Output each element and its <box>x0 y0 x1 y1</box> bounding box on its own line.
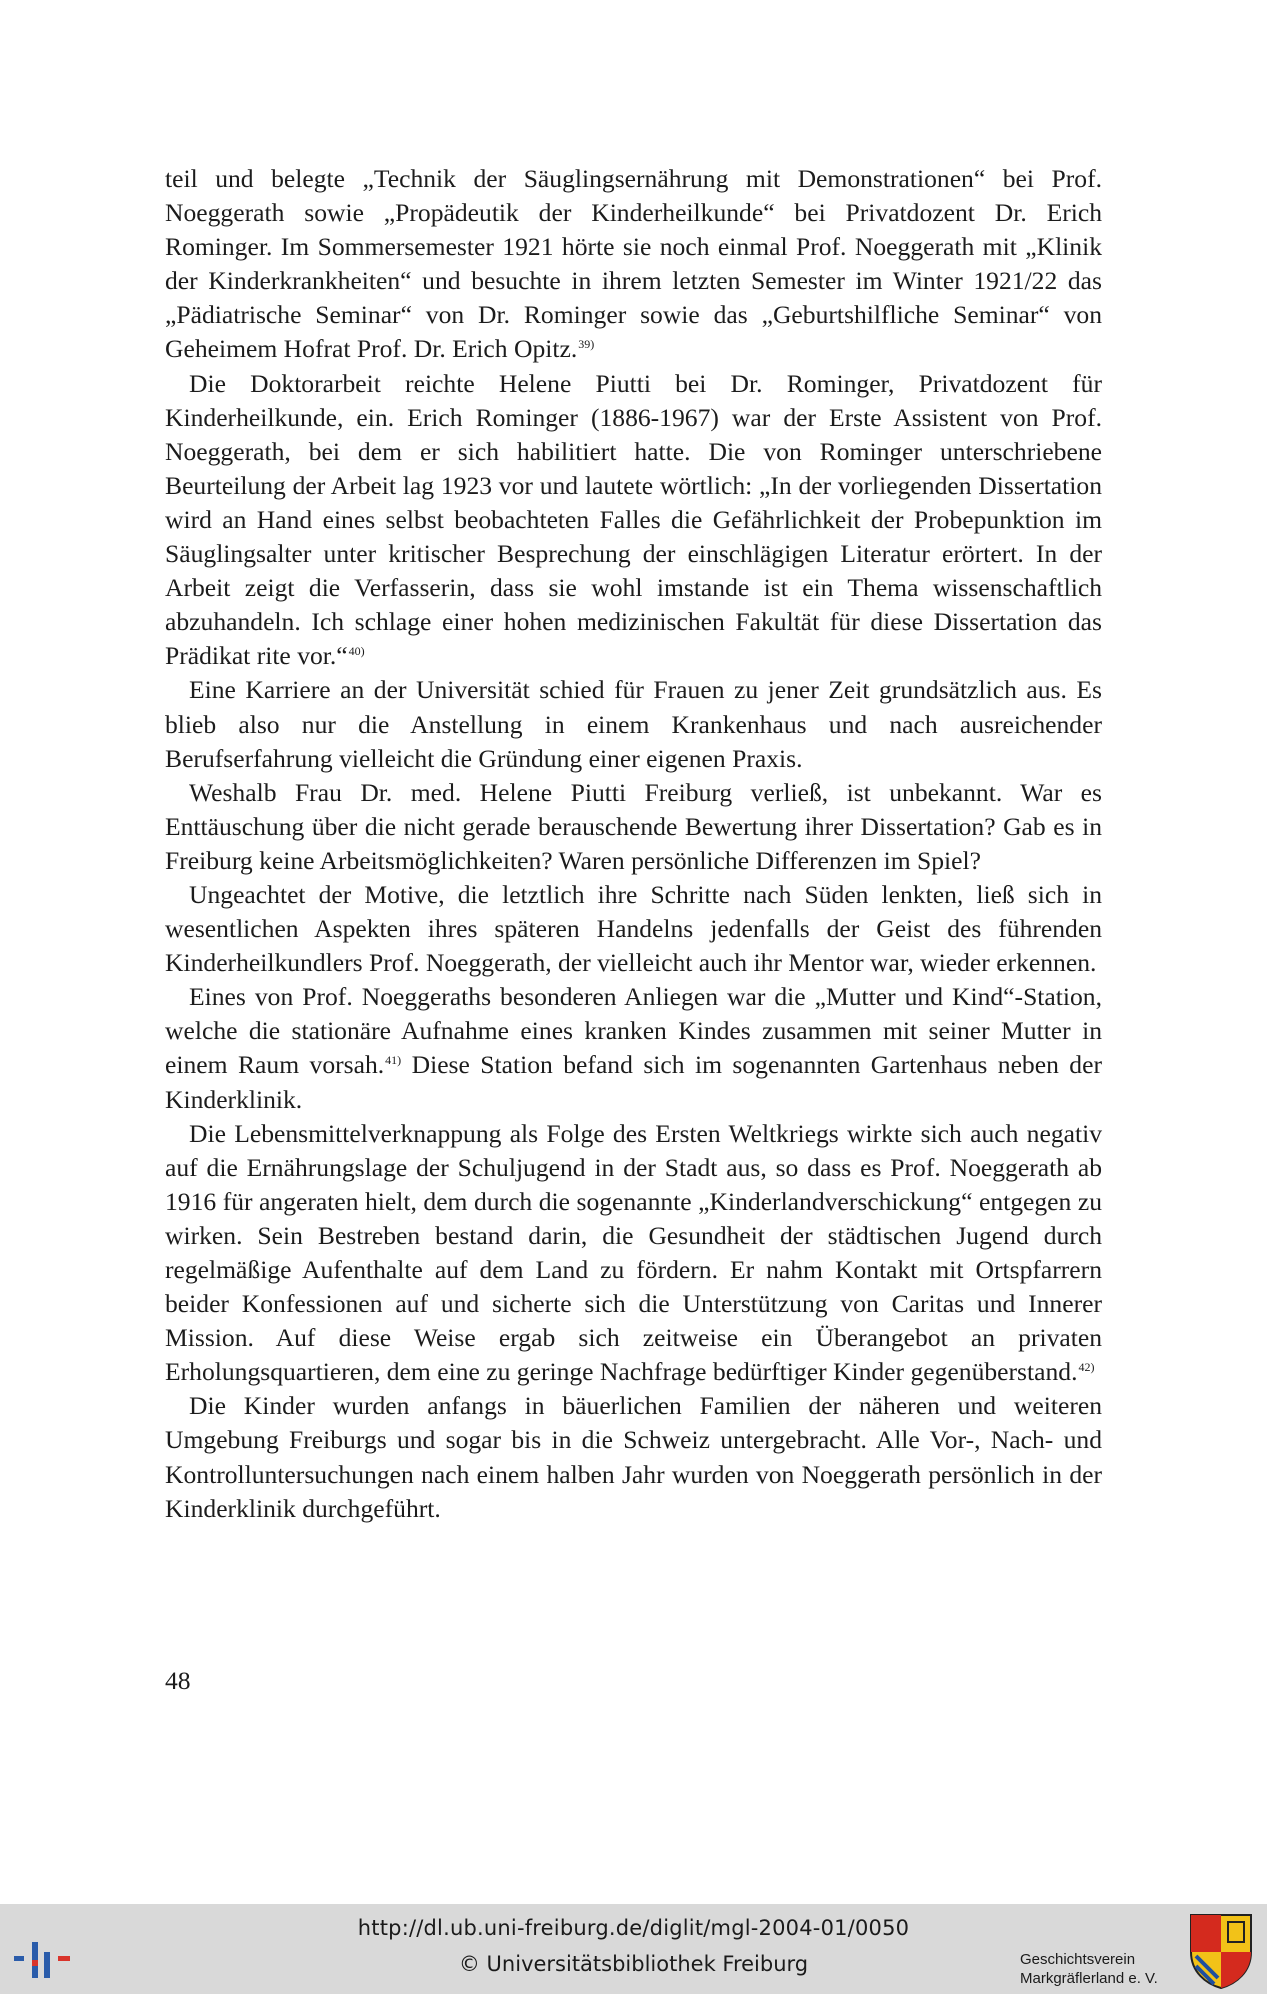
coat-of-arms-icon <box>1188 1912 1254 1990</box>
paragraph: Weshalb Frau Dr. med. Helene Piutti Freiburg verließ, ist unbekannt. War es Enttäuschung über die nicht gerade berauschende Bewertung ihrer Dissertation? Gab es in Freiburg keine Arbeitsmöglichkeiten? Waren persönliche Differenzen im Spiel? <box>165 777 1102 875</box>
body-text <box>165 162 1102 1526</box>
footnote-marker: 39) <box>578 337 595 352</box>
society-name-line2: Markgräflerland e. V. <box>1020 1970 1158 1987</box>
footer-bar <box>0 1904 1267 1994</box>
footnote-marker: 42) <box>1078 1360 1095 1375</box>
paragraph: Die Doktorarbeit reichte Helene Piutti bei Dr. Rominger, Privatdozent für Kinderheilkunde, ein. Erich Rominger (1886-1967) war der Erste Assistent von Prof. Noeggerath, bei dem er sich habilitiert hatte. Die von Rominger unterschriebene Beurteilung der Arbeit lag 1923 vor und lautete wörtlich: „In der vorliegenden Dissertation wird an Hand eines selbst beobachteten Falles die Gefährlichkeit der Probepunktion im Säuglingsalter unter kritischer Besprechung der einschlägigen Literatur erörtert. In der Arbeit zeigt die Verfasserin, dass sie wohl imstande ist ein Thema wissenschaftlich abzuhandeln. Ich schlage einer hohen medizinischen Fakultät für diese Dissertation das Prädikat rite vor.“$^{40)}$ <box>165 368 1102 671</box>
footnote-marker: 41) <box>385 1053 402 1068</box>
paragraph: Ungeachtet der Motive, die letztlich ihre Schritte nach Süden lenkten, ließ sich in wesentlichen Aspekten ihres späteren Handelns jedenfalls der Geist des führenden Kinderheilkundlers Prof. Noeggerath, der vielleicht auch ihr Mentor war, wieder erkennen. <box>165 879 1102 978</box>
copyright-text: © Universitätsbibliothek Freiburg <box>458 1952 809 1976</box>
paragraph: Die Lebensmittelverknappung als Folge des Ersten Weltkriegs wirkte sich auch negativ auf die Ernährungslage der Schuljugend in der Stadt aus, so dass es Prof. Noeggerath ab 1916 für angeraten hielt, dem durch die sogenannte „Kinderlandverschickung“ entgegen zu wirken. Sein Bestreben bestand darin, die Gesundheit der städtischen Jugend durch regelmäßige Aufenthalte auf dem Land zu fördern. Er nahm Kontakt mit Ortspfarrern beider Konfessionen auf und sicherte sich die Unterstützung von Caritas und Innerer Mission. Auf diese Weise ergab sich zeitweise ein Überangebot an privaten Erholungsquartieren, dem eine zu geringe Nachfrage bedürftiger Kinder gegenüberstand.$^{42)}$ <box>165 1118 1102 1387</box>
document-url-link[interactable]: http://dl.ub.uni-freiburg.de/diglit/mgl-2004-01/0050 <box>357 1916 910 1940</box>
society-name <box>1020 1950 1188 1988</box>
paragraph: Die Kinder wurden anfangs in bäuerlichen Familien der näheren und weiteren Umgebung Freiburgs und sogar bis in die Schweiz untergebracht. Alle Vor-, Nach- und Kontrolluntersuchungen nach einem halben Jahr wurden von Noeggerath persönlich in der Kinderklinik durchgeführt. <box>165 1391 1102 1523</box>
paragraph: teil und belegte „Technik der Säuglingsernährung mit Demonstrationen“ bei Prof. Noeggerath sowie „Propädeutik der Kinderheilkunde“ bei Privatdozent Dr. Erich Rominger. Im Sommersemester 1921 hörte sie noch einmal Prof. Noeggerath mit „Klinik der Kinderkrankheiten“ und besuchte in ihrem letzten Semester im Winter 1921/22 das „Pädiatrische Seminar“ von Dr. Rominger sowie das „Geburtshilfliche Seminar“ von Geheimem Hofrat Prof. Dr. Erich Opitz.$^{39)}$ <box>165 164 1102 364</box>
paragraph: Eine Karriere an der Universität schied für Frauen zu jener Zeit grundsätzlich aus. Es blieb also nur die Anstellung in einem Krankenhaus und nach ausreichender Berufserfahrung vielleicht die Gründung einer eigenen Praxis. <box>165 675 1102 773</box>
paragraph: Eines von Prof. Noeggeraths besonderen Anliegen war die „Mutter und Kind“-Station, welche die stationäre Aufnahme eines kranken Kindes zusammen mit seiner Mutter in einem Raum vorsah.$^{41)}$ Diese Station befand sich im sogenannten Gartenhaus neben der Kinderklinik. <box>165 982 1102 1114</box>
footnote-marker: 40) <box>348 644 365 659</box>
society-name-line1: Geschichtsverein <box>1020 1951 1136 1968</box>
page-number: 48 <box>165 1666 191 1695</box>
